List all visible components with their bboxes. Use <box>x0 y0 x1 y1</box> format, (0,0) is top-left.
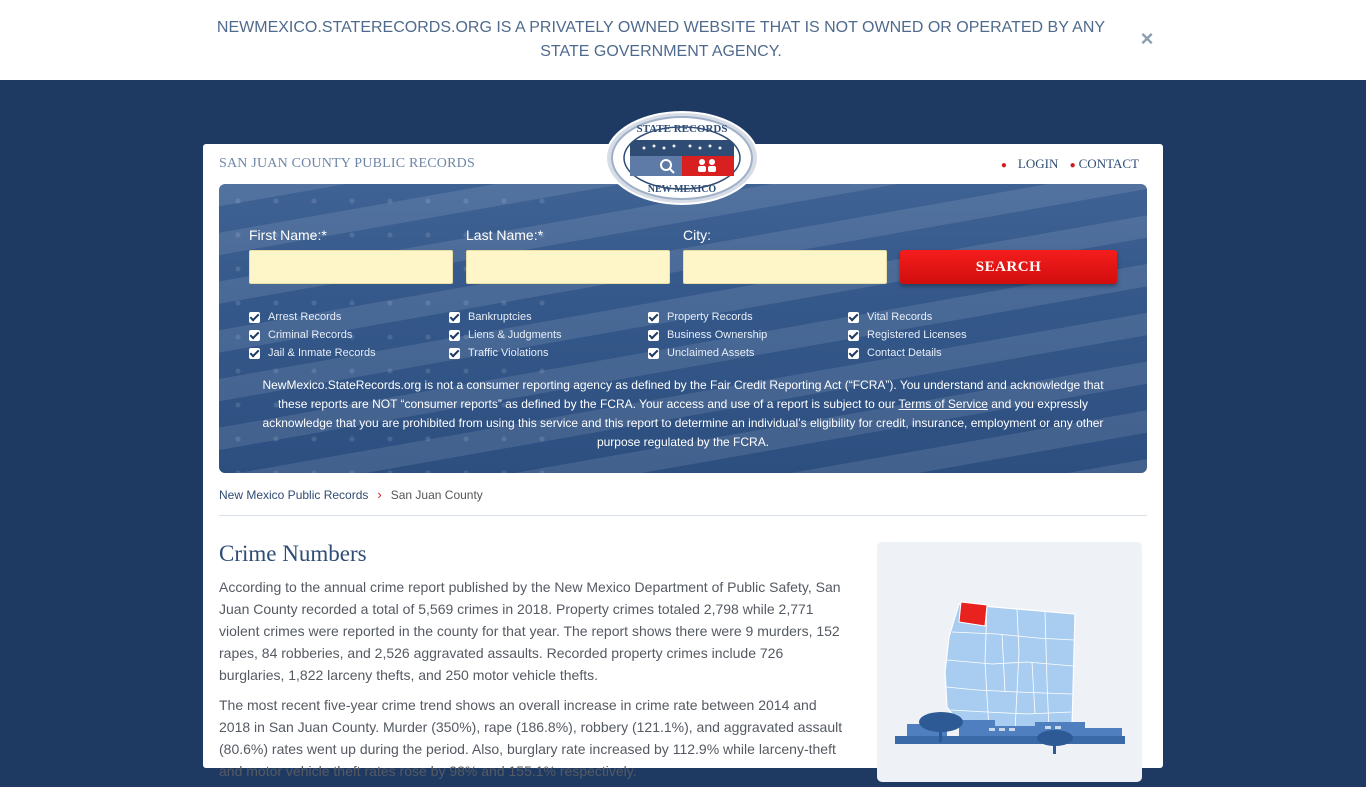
state-records-logo[interactable] <box>604 108 760 206</box>
checkbox-business-ownership[interactable]: Business Ownership <box>648 328 767 342</box>
header-nav <box>1001 156 1139 172</box>
checkbox-checked-icon <box>249 348 260 359</box>
checkbox-criminal-records[interactable]: Criminal Records <box>249 328 352 342</box>
search-panel <box>219 184 1147 473</box>
chevron-right-icon: › <box>377 487 382 502</box>
disclaimer-text: NEWMEXICO.STATERECORDS.ORG IS A PRIVATELY OWNED WEBSITE THAT IS NOT OWNED OR OPERATED BY ANY STATE GOVERNMENT AGENCY. <box>216 19 1106 60</box>
city-label: City: <box>683 227 711 243</box>
checkbox-bankruptcies[interactable]: Bankruptcies <box>449 310 532 324</box>
breadcrumb-current: San Juan County <box>390 487 483 502</box>
skyline-ground <box>895 736 1125 744</box>
checkbox-checked-icon <box>648 348 659 359</box>
search-button[interactable]: SEARCH <box>900 250 1117 284</box>
crime-numbers-paragraph-2: The most recent five-year crime trend shows an overall increase in crime rate between 2014 and 2018 in San Juan County. Murder (350%), rape (186.8%), robbery (121.1%), and aggravated assault (80.6%) rates went up during the period. Also, burglary rate increased by 112.9% while larceny-theft and motor vehicle theft rates rose by 98% and 155.1% respectively. <box>219 697 843 779</box>
checkbox-property-records[interactable]: Property Records <box>648 310 753 324</box>
close-icon[interactable]: × <box>1140 26 1154 51</box>
svg-text:STATE RECORDS: STATE RECORDS <box>636 123 728 135</box>
san-juan-county-highlight <box>959 602 987 626</box>
contact-link[interactable]: CONTACT <box>1078 156 1139 171</box>
page-title: SAN JUAN COUNTY PUBLIC RECORDS <box>219 156 475 171</box>
checkbox-arrest-records[interactable]: Arrest Records <box>249 310 341 324</box>
terms-of-service-link[interactable]: Terms of Service <box>898 397 988 411</box>
checkbox-checked-icon <box>848 330 859 341</box>
checkbox-unclaimed-assets[interactable]: Unclaimed Assets <box>648 346 754 360</box>
breadcrumb-link-new-mexico[interactable]: New Mexico Public Records <box>219 487 369 502</box>
main-card <box>203 144 1163 779</box>
disclaimer-banner <box>0 0 1366 80</box>
section-heading: Crime Numbers <box>219 541 367 566</box>
tree-icon <box>1037 730 1073 754</box>
last-name-label: Last Name:* <box>466 227 544 243</box>
first-name-input[interactable] <box>249 250 453 284</box>
divider <box>219 515 1147 516</box>
crime-numbers-paragraph-1: According to the annual crime report published by the New Mexico Department of Public Safety, San Juan County recorded a total of 5,569 crimes in 2018. Property crimes totaled 2,798 while 2,771 violent crimes were reported in the county for that year. The report shows there were 9 murders, 152 rapes, 84 robberies, and 2,526 aggravated assaults. Recorded property crimes include 726 burglaries, 1,822 larceny thefts, and 250 motor vehicle thefts. <box>219 579 841 683</box>
checkbox-checked-icon <box>848 312 859 323</box>
bullet-icon: ● <box>1069 160 1076 171</box>
checkbox-checked-icon <box>449 312 460 323</box>
bullet-icon: ● <box>1000 160 1007 171</box>
checkbox-checked-icon <box>449 348 460 359</box>
checkbox-checked-icon <box>449 330 460 341</box>
city-input[interactable] <box>683 250 887 284</box>
checkbox-vital-records[interactable]: Vital Records <box>848 310 932 324</box>
checkbox-contact-details[interactable]: Contact Details <box>848 346 942 360</box>
checkbox-checked-icon <box>249 312 260 323</box>
new-mexico-state-shape <box>945 604 1075 734</box>
breadcrumb <box>219 487 483 502</box>
checkbox-jail-inmate-records[interactable]: Jail & Inmate Records <box>249 346 376 360</box>
login-link[interactable]: LOGIN <box>1017 156 1059 171</box>
checkbox-checked-icon <box>249 330 260 341</box>
svg-text:NEW MEXICO: NEW MEXICO <box>647 184 717 195</box>
new-mexico-map-illustration <box>877 542 1142 782</box>
checkbox-traffic-violations[interactable]: Traffic Violations <box>449 346 549 360</box>
checkbox-checked-icon <box>648 330 659 341</box>
checkbox-checked-icon <box>648 312 659 323</box>
first-name-label: First Name:* <box>249 227 327 243</box>
checkbox-liens-judgments[interactable]: Liens & Judgments <box>449 328 562 342</box>
county-map-box <box>877 542 1142 782</box>
fcra-disclaimer: NewMexico.StateRecords.org is not a consumer reporting agency as defined by the Fair Credit Reporting Act (“FCRA”). You understand and acknowledge that these reports are NOT “consumer reports” as defined by the FCRA. Your access and use of a report is subject to our Terms of Service and you expressly acknowledge that you are prohibited from using this service and this report to determine an individual’s eligibility for credit, insurance, employment or any other purpose regulated by the FCRA. <box>262 378 1104 449</box>
last-name-input[interactable] <box>466 250 670 284</box>
checkbox-checked-icon <box>848 348 859 359</box>
checkbox-registered-licenses[interactable]: Registered Licenses <box>848 328 967 342</box>
